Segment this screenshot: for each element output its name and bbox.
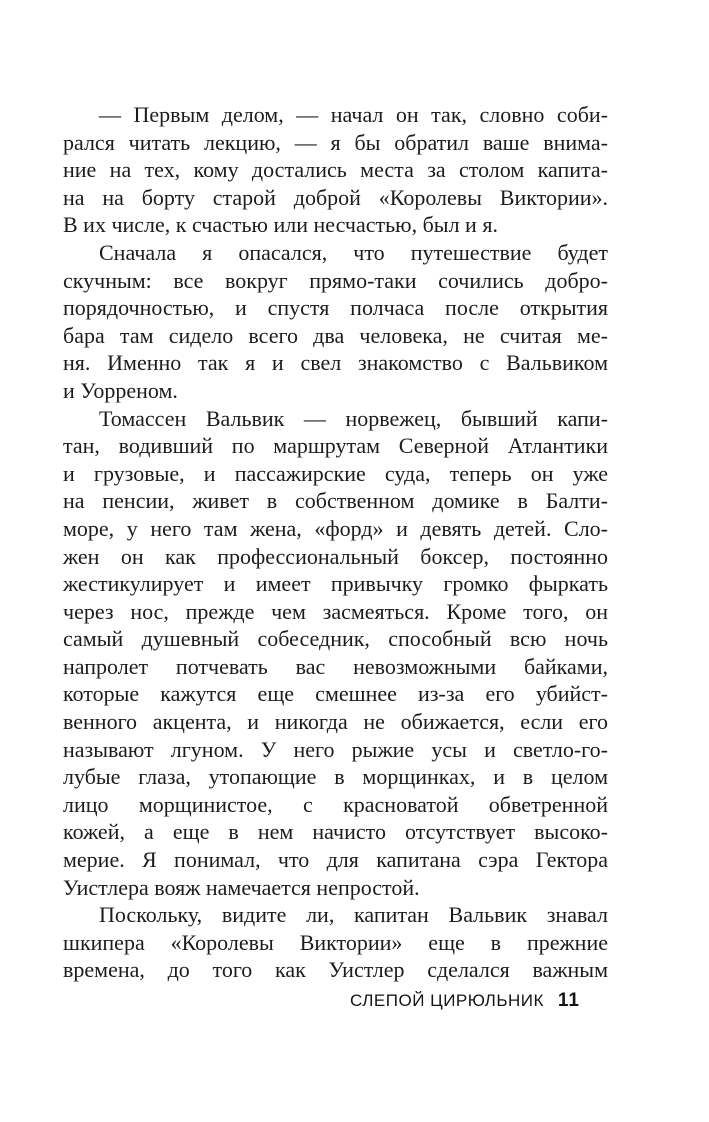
text-line: называют лгуном. У него рыжие усы и светло-го- [63, 736, 608, 762]
text-line: рался читать лекцию, — я бы обратил ваше внима- [63, 129, 608, 155]
text-line: Томассен Вальвик — норвежец, бывший капи- [99, 405, 608, 431]
text-line: лицо морщинистое, с красноватой обветренной [63, 791, 608, 817]
text-line: жестикулирует и имеет привычку громко фыркать [63, 571, 608, 597]
text-line: Поскольку, видите ли, капитан Вальвик знавал [99, 902, 608, 928]
text-line: на на борту старой доброй «Королевы Виктории». [63, 184, 608, 210]
running-title: СЛЕПОЙ ЦИРЮЛЬНИК [350, 991, 544, 1010]
page-footer [63, 990, 580, 1012]
text-line: на пенсии, живет в собственном домике в Балти- [63, 488, 608, 514]
text-line: самый душевный собеседник, способный всю ночь [63, 626, 608, 652]
paragraph [63, 239, 608, 405]
text-line: скучным: все вокруг прямо-таки сочились добро- [63, 267, 608, 293]
text-line: и грузовые, и пассажирские суда, теперь он уже [63, 460, 608, 486]
paragraph [63, 101, 608, 239]
paragraph [63, 405, 608, 902]
text-line: бара там сидело всего два человека, не считая ме- [63, 322, 608, 348]
text-line: и Уорреном. [63, 377, 178, 403]
text-line: лубые глаза, утопающие в морщинках, и в целом [63, 764, 608, 790]
text-line: напролет потчевать вас невозможными байками, [63, 653, 608, 679]
text-line: которые кажутся еще смешнее из-за его убийст- [63, 681, 608, 707]
text-block [63, 101, 608, 984]
text-line: Уистлера вояж намечается непростой. [63, 874, 420, 900]
text-line: мерие. Я понимал, что для капитана сэра Гектора [63, 847, 608, 873]
text-line: порядочностью, и спустя полчаса после открытия [63, 295, 608, 321]
text-line: ние на тех, кому достались места за столом капита- [63, 157, 608, 183]
text-line: через нос, прежде чем засмеяться. Кроме того, он [63, 598, 608, 624]
text-line: времена, до того как Уистлер сделался важным [63, 957, 608, 983]
text-line: ня. Именно так я и свел знакомство с Вальвиком [63, 350, 608, 376]
text-line: тан, водивший по маршрутам Северной Атлантики [63, 433, 608, 459]
page-number: 11 [557, 990, 580, 1011]
text-line: — Первым делом, — начал он так, словно соби- [99, 102, 608, 127]
text-line: венного акцента, и никогда не обижается, если его [63, 709, 608, 735]
text-line: кожей, а еще в нем начисто отсутствует высоко- [63, 819, 608, 845]
text-line: жен он как профессиональный боксер, постоянно [63, 543, 608, 569]
paragraph [63, 901, 608, 984]
text-line: море, у него там жена, «форд» и девять детей. Сло- [63, 515, 608, 541]
text-line: В их числе, к счастью или несчастью, был и я. [63, 212, 498, 238]
text-line: шкипера «Королевы Виктории» еще в прежние [63, 929, 608, 955]
text-line: Сначала я опасался, что путешествие будет [99, 239, 608, 265]
